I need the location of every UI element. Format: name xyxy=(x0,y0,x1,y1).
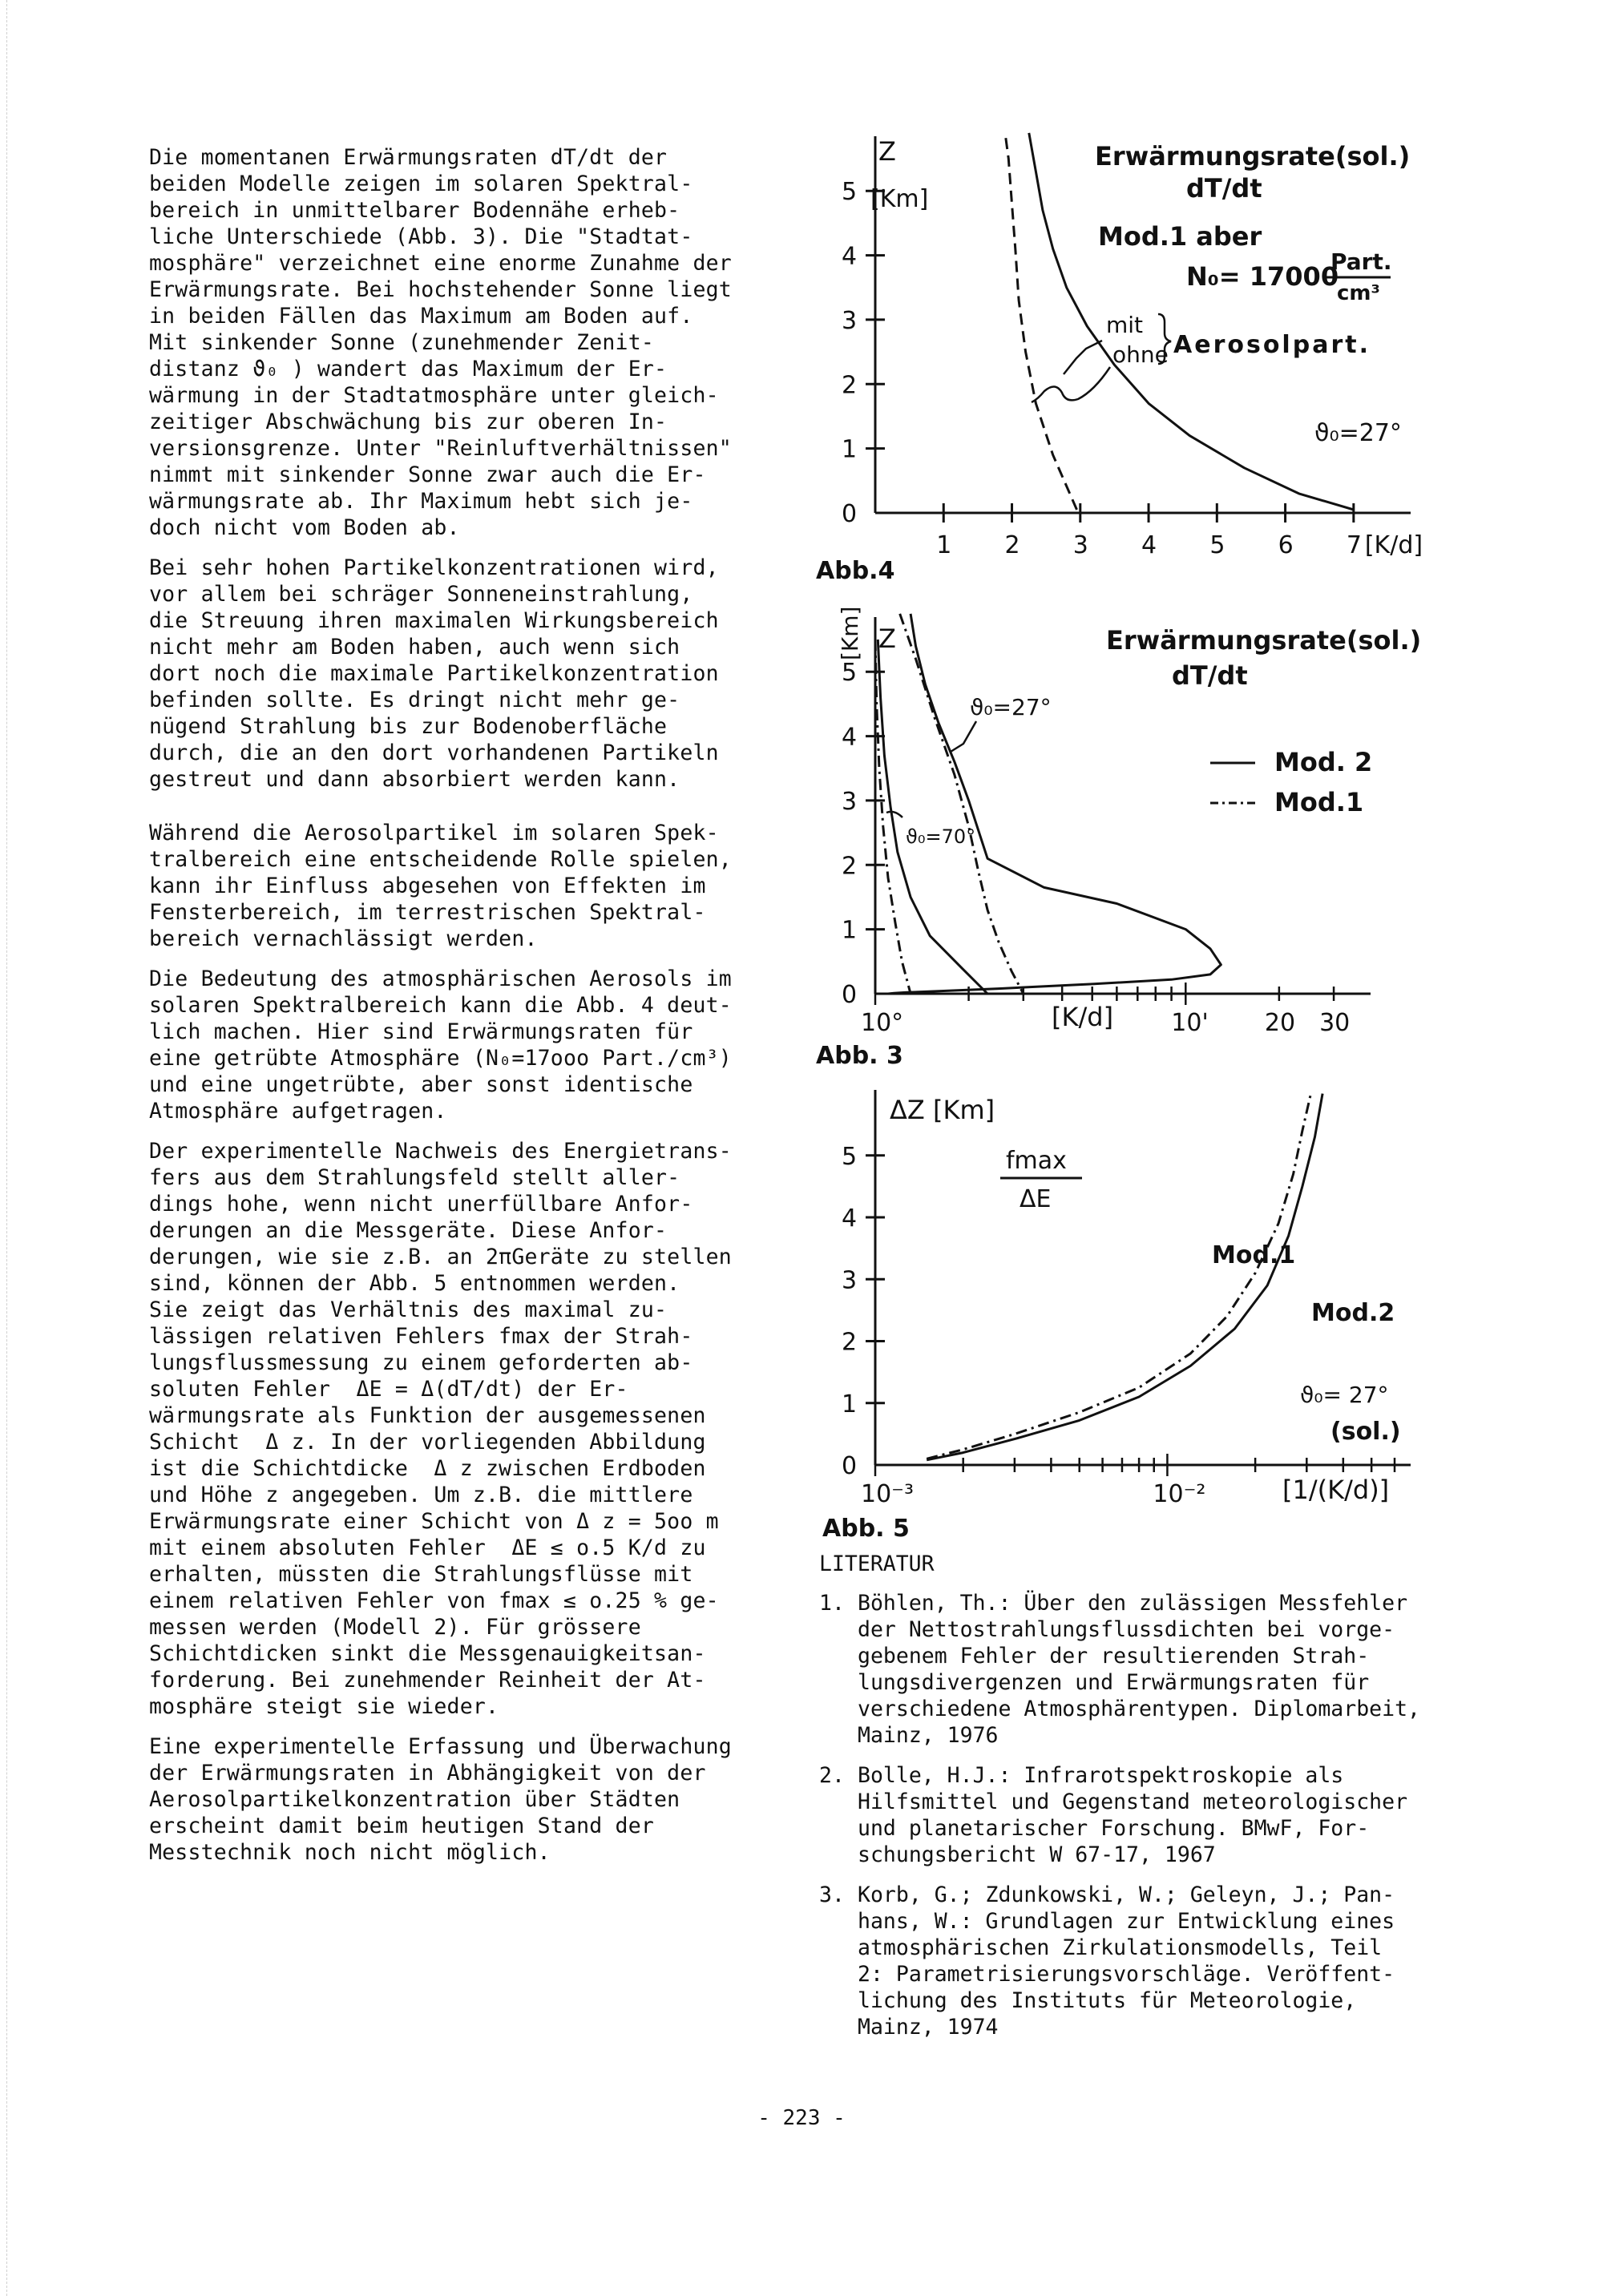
abb4-ylabel: Z xyxy=(878,136,896,167)
abb4-series-2 xyxy=(1005,133,1077,510)
abb4-pointer-with xyxy=(1064,341,1102,374)
reference-item xyxy=(819,1762,1460,1868)
abb5-ylabel: ΔZ [Km] xyxy=(890,1095,995,1125)
abb4-pointer-without xyxy=(1032,367,1110,402)
abb4-caption: Abb.4 xyxy=(816,557,895,585)
abb4-xtick-label: 2 xyxy=(1004,531,1020,559)
abb4-ytick-label: 3 xyxy=(842,306,858,335)
abb4-ytick-label: 4 xyxy=(842,242,858,271)
abb3-xtick-label: 10' xyxy=(1171,1009,1209,1037)
abb3-legend-mod1: Mod.1 xyxy=(1274,787,1364,817)
abb4-label-group: Aerosolpart. xyxy=(1173,331,1371,359)
reference-text: Bolle, H.J.: Infrarotspektroskopie als Hilfsmittel und Gegenstand meteorologischer und planetarischer Forschung. BMwF, For- schungsbericht W 67-17, 1967 xyxy=(858,1763,1408,1867)
abb5-ytick-label: 5 xyxy=(842,1142,858,1171)
abb3-ytick-label: 3 xyxy=(842,787,858,816)
abb4-subtitle: dT/dt xyxy=(1186,173,1262,204)
abb3-ytick-label: 5 xyxy=(842,659,858,688)
abb5-label-zenith: ϑ₀= 27° xyxy=(1300,1382,1389,1408)
page-number: - 223 - xyxy=(757,2106,846,2130)
abb5-caption: Abb. 5 xyxy=(822,1515,910,1543)
paragraph-2: Bei sehr hohen Partikelkonzentrationen wird, vor allem bei schräger Sonneneinstrahlung, die Streuung ihren maximalen Wirkungsbereich nicht mehr am Boden haben, auch wenn sich dort noch die maximale Partikelkonzentration befinden sollte. Es dringt nicht mehr ge- nügend Strahlung bis zur Bodenoberfläche durch, die an den dort vorhandenen Partikeln gestreut und dann absorbiert werden kann. xyxy=(149,555,719,792)
abb4-ytick-label: 1 xyxy=(842,435,858,464)
abb3-pointer-70 xyxy=(886,812,902,817)
abb5-fraction-den: ΔE xyxy=(1020,1185,1052,1213)
abb5-ytick-label: 1 xyxy=(842,1390,858,1418)
abb5-label-sol: (sol.) xyxy=(1330,1418,1401,1446)
abb4-xtick-label: 7 xyxy=(1346,531,1362,559)
abb3-ylabel: Z xyxy=(878,623,896,654)
paragraph-6: Eine experimentelle Erfassung und Überwachung der Erwärmungsraten in Abhängigkeit von der Aerosolpartikelkonzentration über Städten erscheint damit beim heutigen Stand der Messtechnik noch nicht möglich. xyxy=(149,1734,732,1865)
abb5-ytick-label: 2 xyxy=(842,1328,858,1357)
reference-number: 2. xyxy=(819,1763,845,1788)
abb4-note-2: N₀= 17000 xyxy=(1186,261,1339,292)
abb4-label-with: mit xyxy=(1106,312,1144,338)
literature-heading: LITERATUR xyxy=(819,1552,935,1576)
reference-number: 1. xyxy=(819,1591,845,1616)
left-column xyxy=(149,144,766,1879)
abb3-series-2 xyxy=(878,640,987,994)
abb5-ytick-label: 3 xyxy=(842,1266,858,1295)
abb3-pointer-27 xyxy=(951,721,976,752)
abb4-note-4: cm³ xyxy=(1337,281,1380,305)
abb3-legend-mod2: Mod. 2 xyxy=(1274,747,1373,777)
abb3-subtitle: dT/dt xyxy=(1172,660,1248,691)
paragraph-5: Der experimentelle Nachweis des Energietrans- fers aus dem Strahlungsfeld stellt aller- dings hohe, wenn nicht unerfüllbare Anfor- derungen an die Messgeräte. Diese Anfor- derungen, wie sie z.B. an 2πGeräte zu stellen sind, können der Abb. 5 entnommen werden. Sie zeigt das Verhältnis des maximal zu- lässigen relativen Fehlers fmax der Strah- lungsflussmessung zu einem geforderten ab- soluten Fehler ΔE = Δ(dT/dt) der Er- wärmungsrate als Funktion der ausgemessenen Schicht Δ z. In der vorliegenden Abbildung ist die Schichtdicke Δ z zwischen Erdboden und Höhe z angegeben. Um z.B. die mittlere Erwärmungsrate einer Schicht von Δ z = 5oo m mit einem absoluten Fehler ΔE ≤ o.5 K/d zu erhalten, müssten die Strahlungsflüsse mit einem relativen Fehler von fmax ≤ o.25 % ge- messen werden (Modell 2). Für grössere Schichtdicken sinkt die Messgenauigkeitsan- forderung. Bei zunehmender Reinheit der At- mosphäre steigt sie wieder. xyxy=(149,1139,732,1719)
abb3-annotation-70: ϑ₀=70° xyxy=(906,825,976,848)
abb5-label-mod2: Mod.2 xyxy=(1311,1299,1395,1327)
paragraph-3: Während die Aerosolpartikel im solaren Spek- tralbereich eine entscheidende Rolle spielen, kann ihr Einfluss abgesehen von Effekten im Fensterbereich, im terrestrischen Spektral- bereich vernachlässigt werden. xyxy=(149,821,732,951)
abb3-ytick-label: 0 xyxy=(842,981,858,1009)
reference-item xyxy=(819,1882,1460,2040)
figure-abb5 xyxy=(802,1074,1443,1523)
abb4-ytick-label: 2 xyxy=(842,371,858,400)
abb3-yunit: [Km] xyxy=(837,606,863,660)
scan-margin-line xyxy=(6,0,7,2296)
abb4-label-without: ohne xyxy=(1112,341,1169,368)
reference-item xyxy=(819,1590,1460,1749)
paragraph-4: Die Bedeutung des atmosphärischen Aerosols im solaren Spektralbereich kann die Abb. 4 deut- lich machen. Hier sind Erwärmungsraten für eine getrübte Atmosphäre (N₀=17ooo Part./cm³) und eine ungetrübte, aber sonst identische Atmosphäre aufgetragen. xyxy=(149,966,732,1124)
abb4-xtick-label: 1 xyxy=(936,531,952,559)
abb4-xtick-label: 3 xyxy=(1072,531,1088,559)
reference-number: 3. xyxy=(819,1882,845,1907)
figure-abb3 xyxy=(802,606,1443,1037)
abb5-series-2 xyxy=(927,1094,1322,1460)
abb3-series-3 xyxy=(900,614,1024,994)
abb5-label-mod1: Mod.1 xyxy=(1212,1241,1296,1269)
figure-abb4 xyxy=(802,128,1443,577)
abb4-xtick-label: 6 xyxy=(1278,531,1294,559)
abb3-xtick-label: 20 xyxy=(1264,1009,1296,1037)
abb3-annotation-27: ϑ₀=27° xyxy=(970,694,1052,720)
abb5-ytick-label: 0 xyxy=(842,1452,858,1480)
abb3-caption: Abb. 3 xyxy=(816,1042,903,1070)
abb5-xtick-label: 10⁻² xyxy=(1153,1480,1206,1508)
abb3-xtick-label: 10° xyxy=(861,1009,904,1037)
abb3-xunit: [K/d] xyxy=(1052,1002,1114,1032)
abb3-ytick-label: 2 xyxy=(842,852,858,881)
abb3-ytick-label: 1 xyxy=(842,916,858,945)
abb4-yunit: [Km] xyxy=(870,185,929,213)
abb4-xtick-label: 4 xyxy=(1141,531,1157,559)
literature-section xyxy=(819,1551,1460,2054)
abb4-ytick-label: 0 xyxy=(842,500,858,528)
abb5-fraction-num: fmax xyxy=(1006,1147,1067,1175)
abb4-ytick-label: 5 xyxy=(842,178,858,207)
reference-text: Korb, G.; Zdunkowski, W.; Geleyn, J.; Pan- hans, W.: Grundlagen zur Entwicklung eines atmosphärischen Zirkulationsmodells, Teil 2: Parametrisierungsvorschläge. Veröffent- lichung des Instituts für Meteorologie, Mainz, 1974 xyxy=(858,1882,1395,2040)
abb5-xtick-label: 10⁻³ xyxy=(861,1480,915,1508)
abb3-ytick-label: 4 xyxy=(842,723,858,752)
abb4-title: Erwärmungsrate(sol.) xyxy=(1095,141,1411,171)
abb4-xtick-label: 5 xyxy=(1209,531,1225,559)
abb4-note-3: Part. xyxy=(1330,248,1392,275)
abb3-xtick-label: 30 xyxy=(1319,1009,1351,1037)
abb3-title: Erwärmungsrate(sol.) xyxy=(1106,625,1422,656)
abb4-xunit: [K/d] xyxy=(1364,531,1423,559)
paragraph-1: Die momentanen Erwärmungsraten dT/dt der beiden Modelle zeigen im solaren Spektral- bereich in unmittelbarer Bodennähe erheb- liche Unterschiede (Abb. 3). Die "Stadtat- mosphäre" verzeichnet eine enorme Zunahme der Erwärmungsrate. Bei hochstehender Sonne liegt in beiden Fällen das Maximum am Boden auf. Mit sinkender Sonne (zunehmender Zenit- distanz ϑ₀ ) wandert das Maximum der Er- wärmung in der Stadtatmosphäre unter gleich- zeitiger Abschwächung bis zur oberen In- versionsgrenze. Unter "Reinluftverhältnissen" nimmt mit sinkender Sonne zwar auch die Er- wärmungsrate ab. Ihr Maximum hebt sich je- doch nicht vom Boden ab. xyxy=(149,145,732,540)
abb4-zenith-label: ϑ₀=27° xyxy=(1314,419,1402,447)
abb5-xunit: [1/(K/d)] xyxy=(1282,1475,1390,1505)
abb5-ytick-label: 4 xyxy=(842,1204,858,1233)
reference-text: Böhlen, Th.: Über den zulässigen Messfehler der Nettostrahlungsflussdichten bei vorge- gebenem Fehler der resultierenden Strah- lungsdivergenzen und Erwärmungsraten für verschiedene Atmosphärentypen. Diplomarbeit, Mainz, 1976 xyxy=(858,1591,1420,1748)
abb4-note-1: Mod.1 aber xyxy=(1098,221,1262,252)
